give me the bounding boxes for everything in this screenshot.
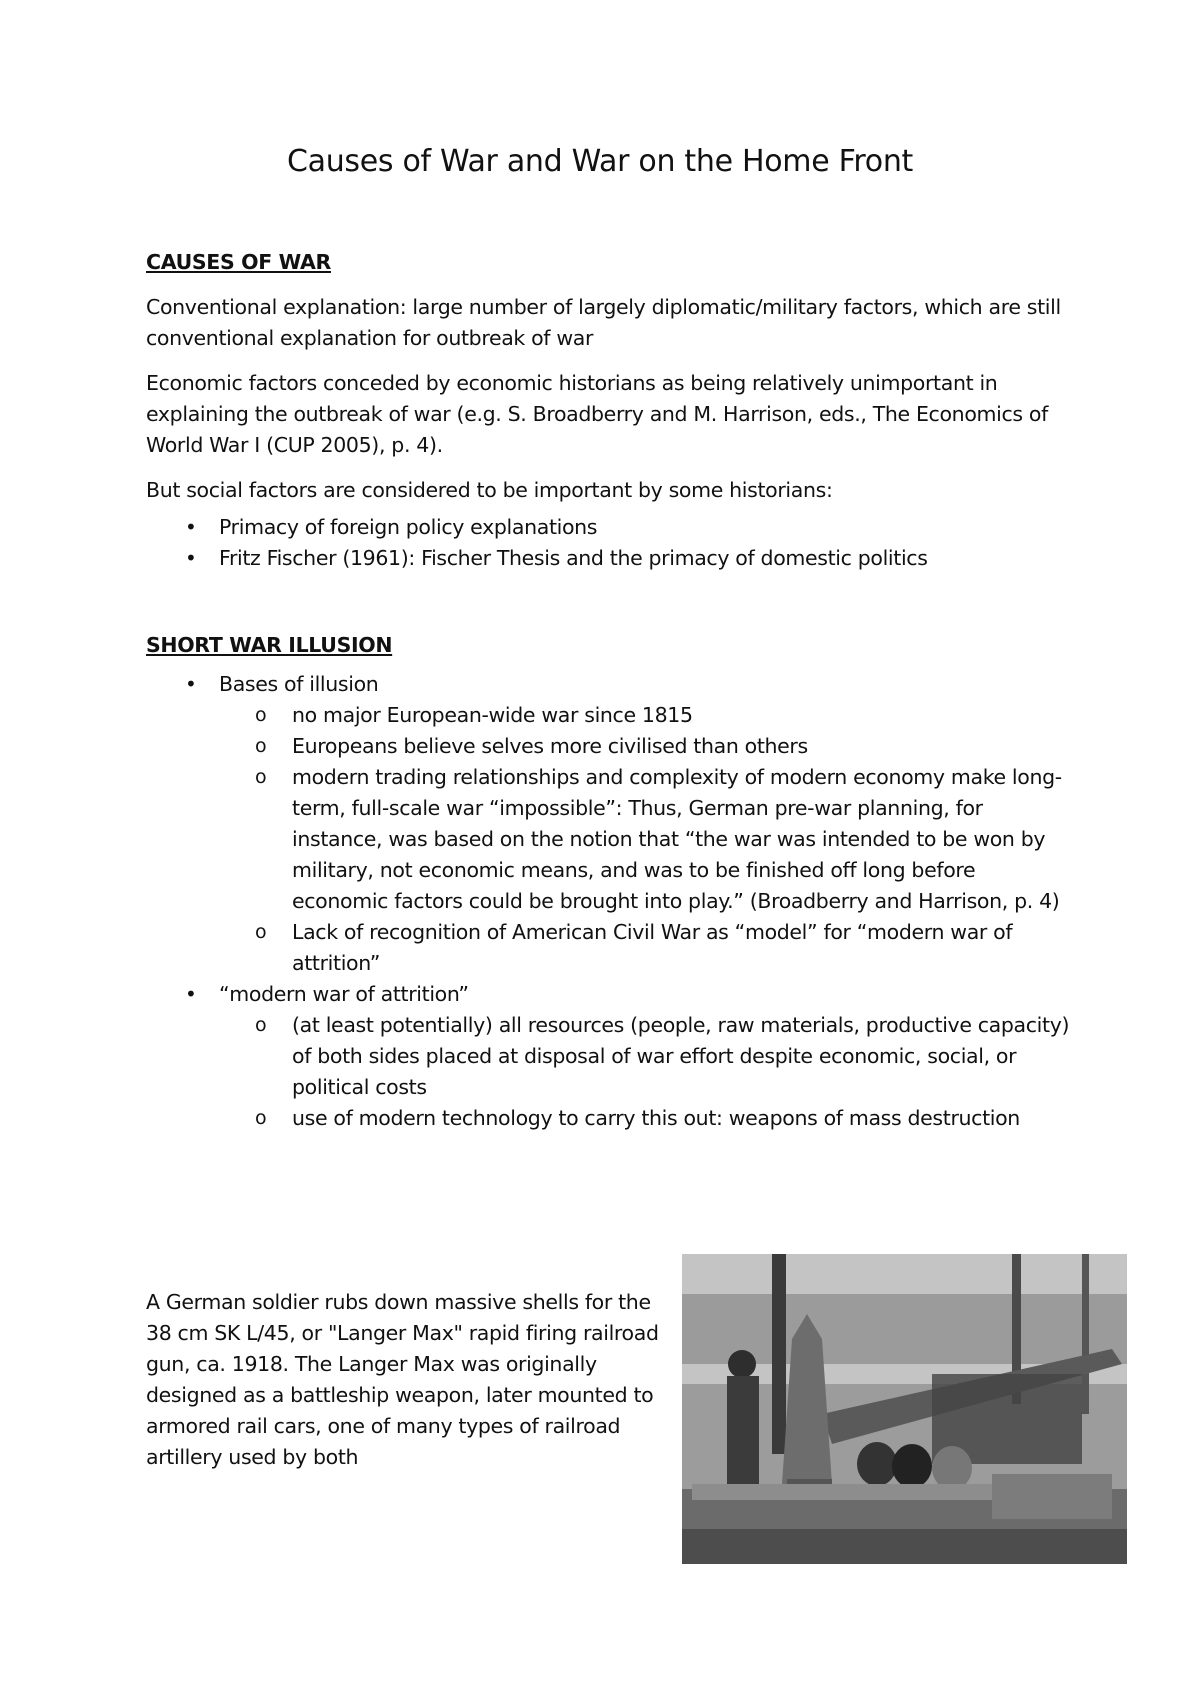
sub-list — [219, 1010, 1076, 1134]
paragraph: But social factors are considered to be important by some historians: — [146, 478, 833, 502]
sub-list-item: o no major European-wide war since 1815 — [219, 700, 1076, 731]
list-item: • Fritz Fischer (1961): Fischer Thesis and the primacy of domestic politics — [146, 543, 1076, 574]
list-item — [146, 669, 1076, 979]
bullet-list — [146, 669, 1076, 1134]
paragraph: Economic factors conceded by economic historians as being relatively unimportant in explaining the outbreak of war (e.g. S. Broadberry and M. Harrison, eds., The Economics of World War I (CUP 2005), p. 4). — [146, 371, 1048, 457]
page-title: Causes of War and War on the Home Front — [286, 144, 913, 179]
list-item-text: “modern war of attrition” — [219, 982, 469, 1006]
photo-illustration — [682, 1254, 1127, 1564]
list-item — [146, 979, 1076, 1134]
sub-list-item: o Lack of recognition of American Civil War as “model” for “modern war of attrition” — [219, 917, 1076, 979]
railroad-gun-photo — [682, 1254, 1127, 1564]
list-item-text: Bases of illusion — [219, 672, 379, 696]
sub-list — [219, 700, 1076, 979]
sub-list-item: o use of modern technology to carry this out: weapons of mass destruction — [219, 1103, 1076, 1134]
list-item: • Primacy of foreign policy explanations — [146, 512, 1076, 543]
document-body — [146, 247, 1076, 1134]
sub-list-item: o (at least potentially) all resources (people, raw materials, productive capacity) of both sides placed at disposal of war effort despite economic, social, or political costs — [219, 1010, 1076, 1103]
paragraph: Conventional explanation: large number of largely diplomatic/military factors, which are still conventional explanation for outbreak of war — [146, 295, 1061, 350]
section-heading-short-war: SHORT WAR ILLUSION — [146, 633, 393, 657]
section-heading-causes: CAUSES OF WAR — [146, 250, 331, 274]
photo-caption: A German soldier rubs down massive shells for the 38 cm SK L/45, or "Langer Max" rapid firing railroad gun, ca. 1918. The Langer Max was originally designed as a battleship weapon, later mounted to armored rail cars, one of many types of railroad artillery used by both — [146, 1290, 659, 1469]
bullet-list — [146, 512, 1076, 574]
sub-list-item: o Europeans believe selves more civilised than others — [219, 731, 1076, 762]
sub-list-item: o modern trading relationships and complexity of modern economy make long-term, full-scale war “impossible”: Thus, German pre-war planning, for instance, was based on the notion that “the war was intended to be won by military, not economic means, and was to be finished off long before economic factors could be brought into play.” (Broadberry and Harrison, p. 4) — [219, 762, 1076, 917]
